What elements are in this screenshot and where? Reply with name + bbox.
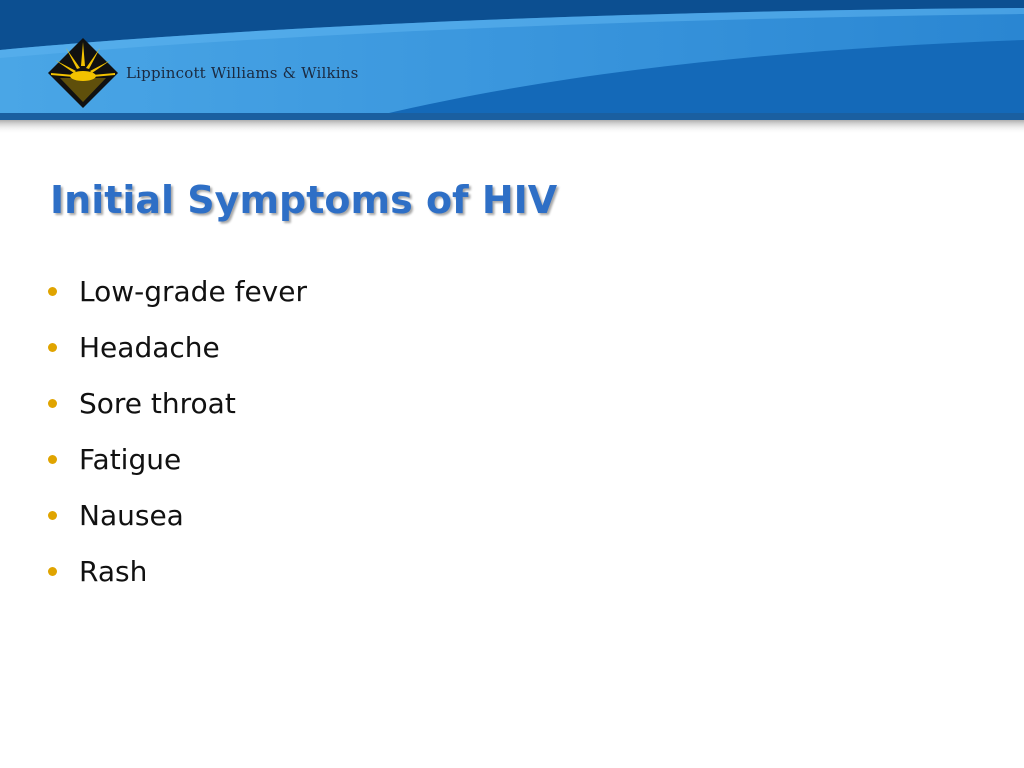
list-item [48, 487, 307, 543]
starburst-diamond-icon [46, 36, 120, 110]
symptom-list [48, 263, 307, 599]
list-item-text: Headache [79, 330, 220, 364]
list-item [48, 543, 307, 599]
slide-title: Initial Symptoms of HIV [50, 178, 558, 222]
bullet-icon [48, 343, 57, 352]
list-item [48, 375, 307, 431]
publisher-name: Lippincott Williams & Wilkins [126, 64, 359, 82]
bullet-icon [48, 287, 57, 296]
bullet-icon [48, 399, 57, 408]
bullet-icon [48, 455, 57, 464]
publisher-logo [46, 36, 359, 110]
list-item-text: Nausea [79, 498, 184, 532]
header-banner [0, 0, 1024, 140]
list-item [48, 263, 307, 319]
list-item-text: Low-grade fever [79, 274, 307, 308]
bullet-icon [48, 567, 57, 576]
list-item-text: Fatigue [79, 442, 182, 476]
list-item-text: Rash [79, 554, 148, 588]
list-item-text: Sore throat [79, 386, 236, 420]
list-item [48, 431, 307, 487]
list-item [48, 319, 307, 375]
bullet-icon [48, 511, 57, 520]
